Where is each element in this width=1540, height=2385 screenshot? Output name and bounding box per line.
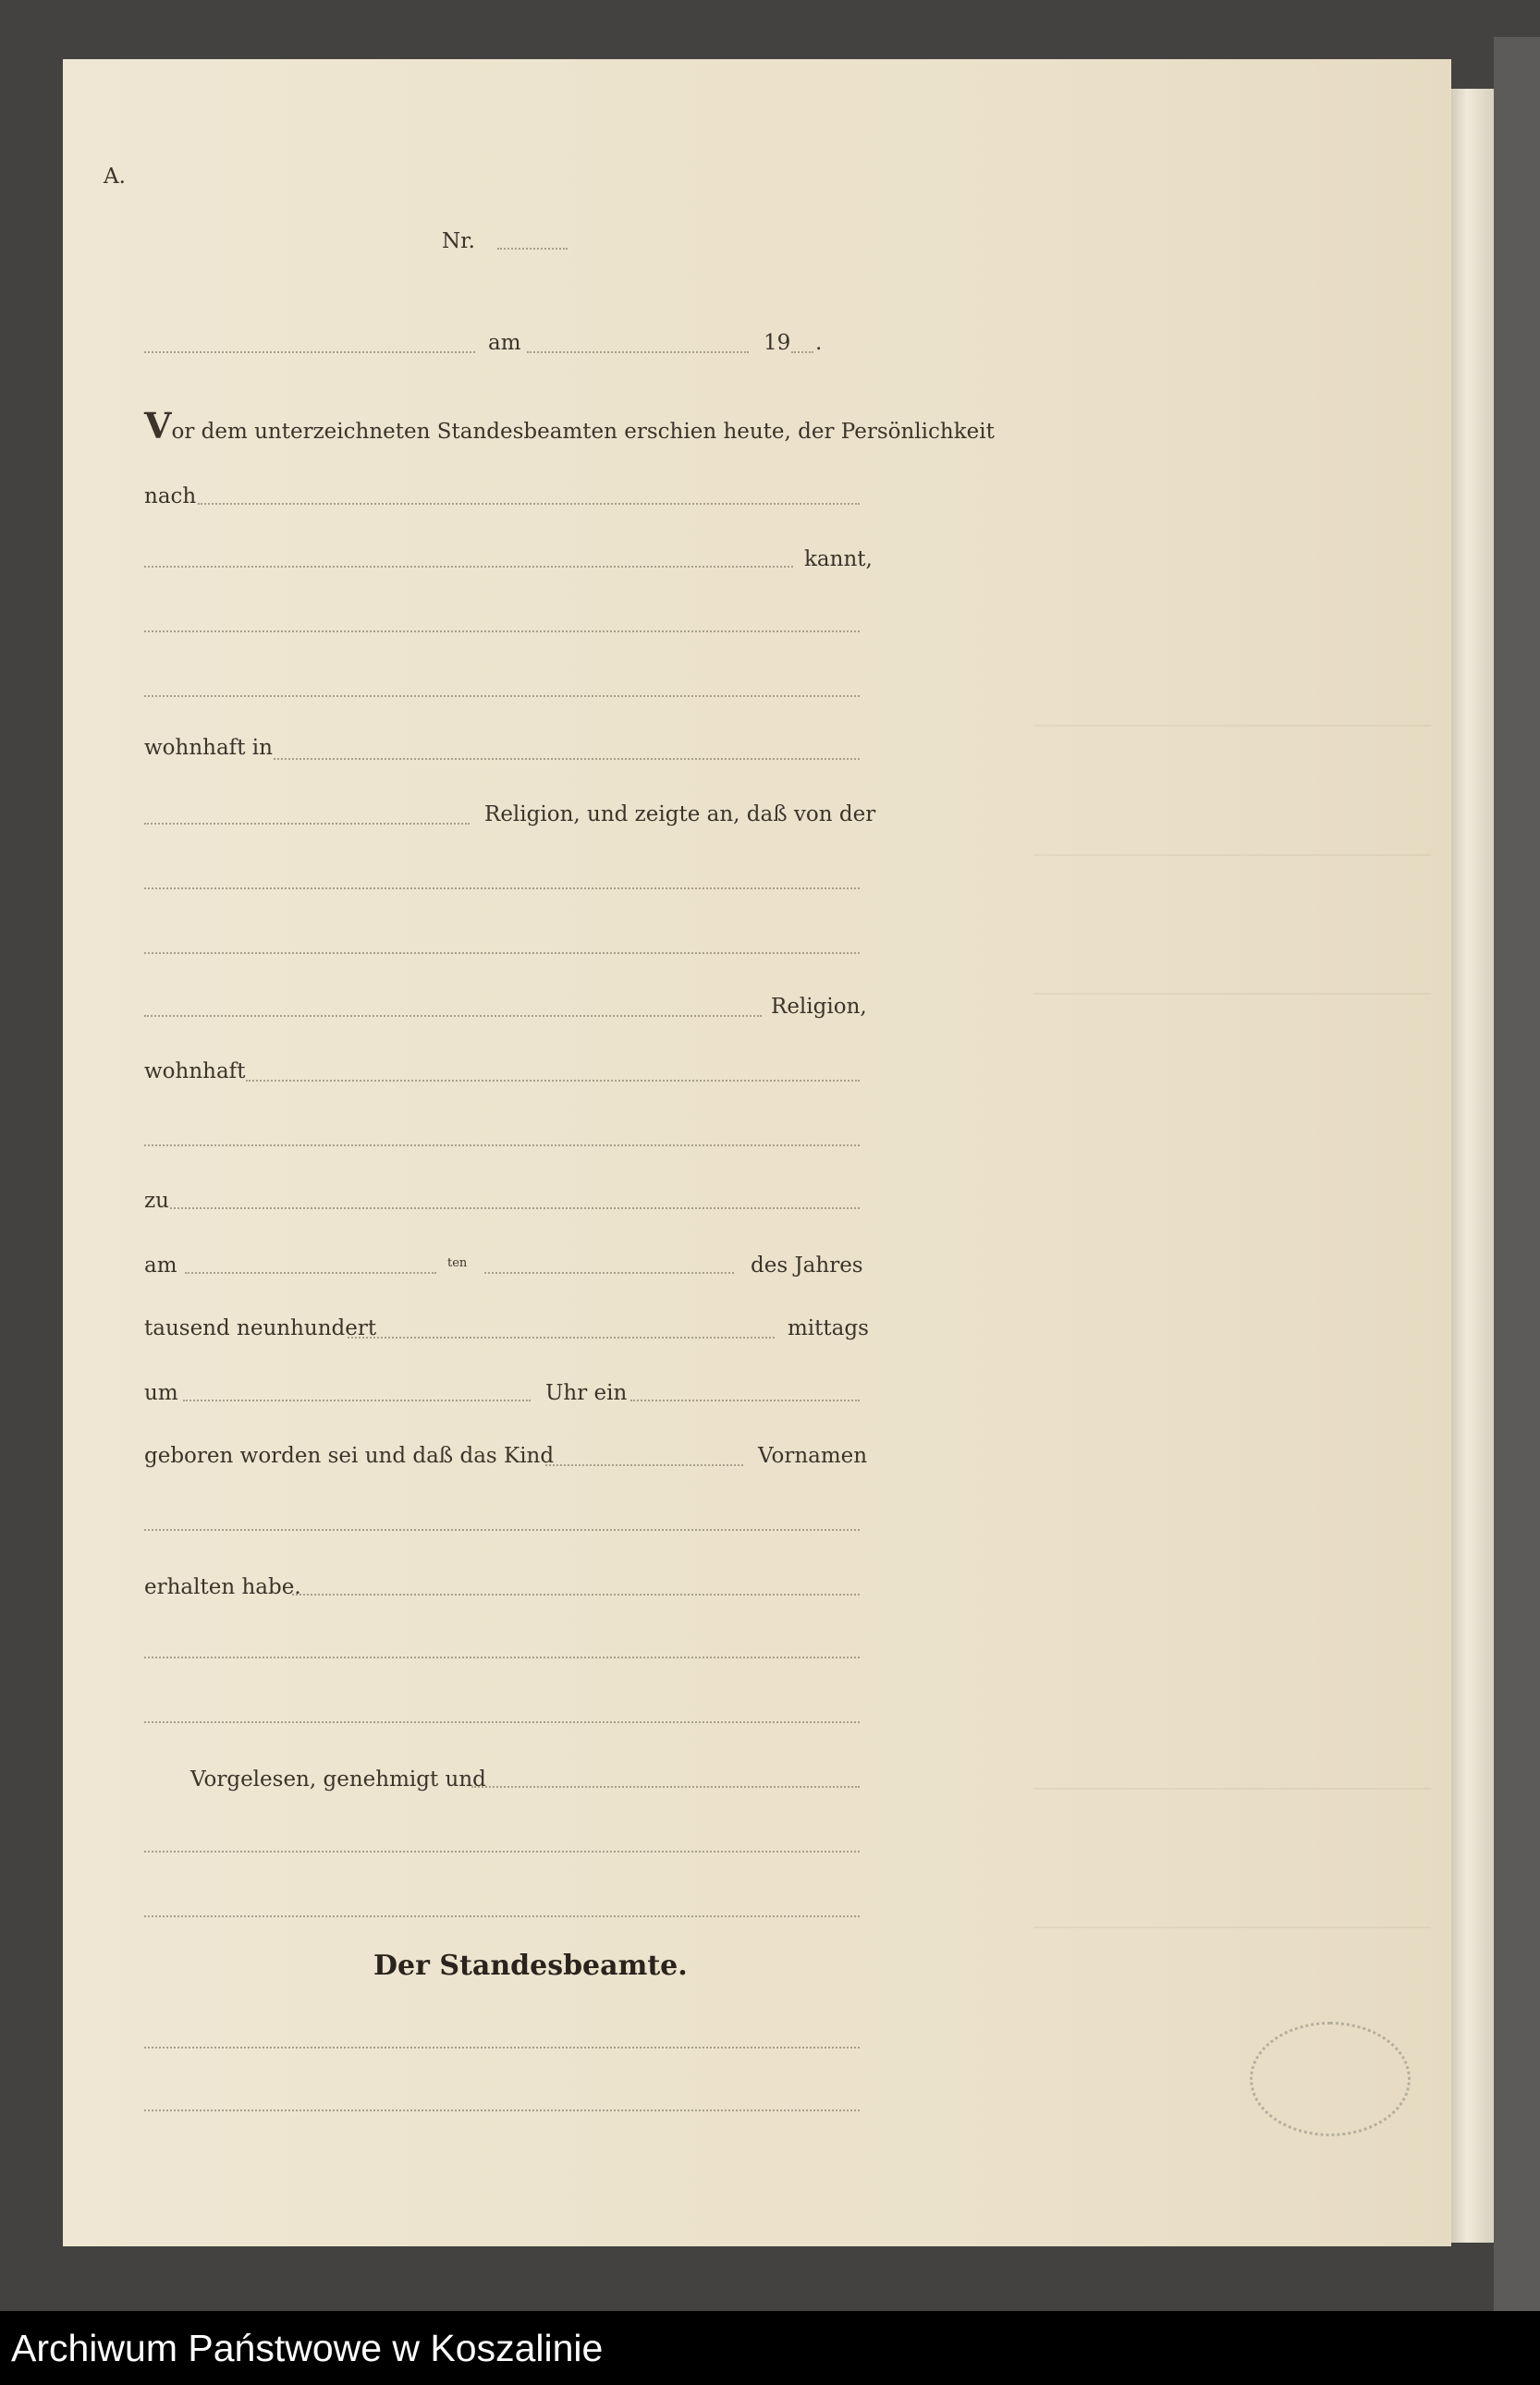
birth-register-page — [63, 59, 1451, 2246]
bleed-through-line — [1033, 1788, 1431, 1790]
des-jahres-label: des Jahres — [751, 1254, 863, 1278]
remarks-line — [292, 1594, 860, 1596]
signature-informant-line-3 — [144, 1915, 860, 1917]
ten-suffix: ten — [447, 1256, 468, 1270]
intro-text: or dem unterzeichneten Standesbeamten erschien heute, der Persönlichkeit — [171, 420, 995, 444]
place-field-line — [144, 351, 475, 353]
archive-name: Archiwum Państwowe w Koszalinie — [11, 2327, 604, 2369]
informant-field-line — [144, 630, 860, 632]
registrar-signature-line-2 — [144, 2110, 860, 2111]
vornamen-label: Vornamen — [758, 1444, 868, 1468]
nach-label: nach — [144, 484, 197, 508]
identity-field-line — [198, 503, 860, 505]
informant-religion-line — [144, 823, 470, 825]
mother-residence-line — [246, 1080, 860, 1082]
informant-field-line-2 — [144, 695, 860, 697]
year-field-line — [791, 351, 813, 353]
section-letter: A. — [104, 165, 126, 189]
religion-label: Religion, — [771, 995, 867, 1019]
tausend-neunhundert-label: tausend neunhundert — [144, 1316, 377, 1340]
vorgelesen-label: Vorgelesen, genehmigt und — [190, 1767, 486, 1792]
birthplace-field-line — [170, 1207, 860, 1209]
zu-label: zu — [144, 1189, 169, 1213]
date-am-label: am — [488, 331, 521, 355]
mother-field-line-2 — [144, 952, 860, 954]
signature-informant-line-2 — [144, 1851, 860, 1853]
remarks-line-2 — [144, 1657, 860, 1658]
child-sex-line — [545, 1464, 743, 1466]
birth-am-label: am — [144, 1254, 177, 1278]
birth-minute-line — [630, 1400, 860, 1401]
archive-footer-bar — [0, 2311, 1540, 2385]
date-field-line — [527, 351, 749, 353]
signature-informant-line — [471, 1786, 860, 1788]
wohnhaft-label: wohnhaft — [144, 1059, 246, 1083]
birth-year-line — [348, 1337, 775, 1339]
identity-field-line-2 — [144, 566, 793, 568]
number-label: Nr. — [442, 229, 475, 253]
mother-field-line — [144, 887, 860, 889]
book-cover-edge — [1494, 37, 1540, 2311]
birth-hour-line — [183, 1400, 531, 1401]
intro-initial: V — [144, 405, 172, 446]
intro-paragraph — [144, 405, 995, 446]
number-field-line — [497, 248, 568, 250]
erhalten-label: erhalten habe. — [144, 1575, 301, 1599]
mother-residence-line-2 — [144, 1144, 860, 1146]
bleed-through-line — [1033, 1926, 1431, 1928]
bleed-through-line — [1033, 993, 1431, 995]
geboren-label: geboren worden sei und daß das Kind — [144, 1444, 555, 1468]
birth-day-line — [185, 1272, 436, 1274]
year-period: . — [815, 331, 823, 355]
given-names-line — [144, 1529, 860, 1531]
faded-seal-stamp — [1250, 2022, 1411, 2136]
bleed-through-line — [1033, 725, 1431, 727]
uhr-ein-label: Uhr ein — [545, 1381, 628, 1405]
mother-religion-line — [144, 1015, 762, 1017]
year-prefix: 19 — [764, 331, 791, 355]
mittags-label: mittags — [788, 1316, 869, 1340]
um-label: um — [144, 1381, 178, 1405]
kannt-label: kannt, — [804, 547, 873, 571]
birth-month-line — [484, 1272, 734, 1274]
registrar-signature-line — [144, 2047, 860, 2049]
registrar-title: Der Standesbeamte. — [373, 1950, 688, 1982]
page-stack-edge — [1449, 89, 1494, 2243]
remarks-line-3 — [144, 1721, 860, 1723]
bleed-through-line — [1033, 854, 1431, 856]
residence-field-line — [274, 758, 860, 760]
wohnhaft-in-label: wohnhaft in — [144, 736, 273, 760]
religion-phrase: Religion, und zeigte an, daß von der — [484, 802, 876, 826]
